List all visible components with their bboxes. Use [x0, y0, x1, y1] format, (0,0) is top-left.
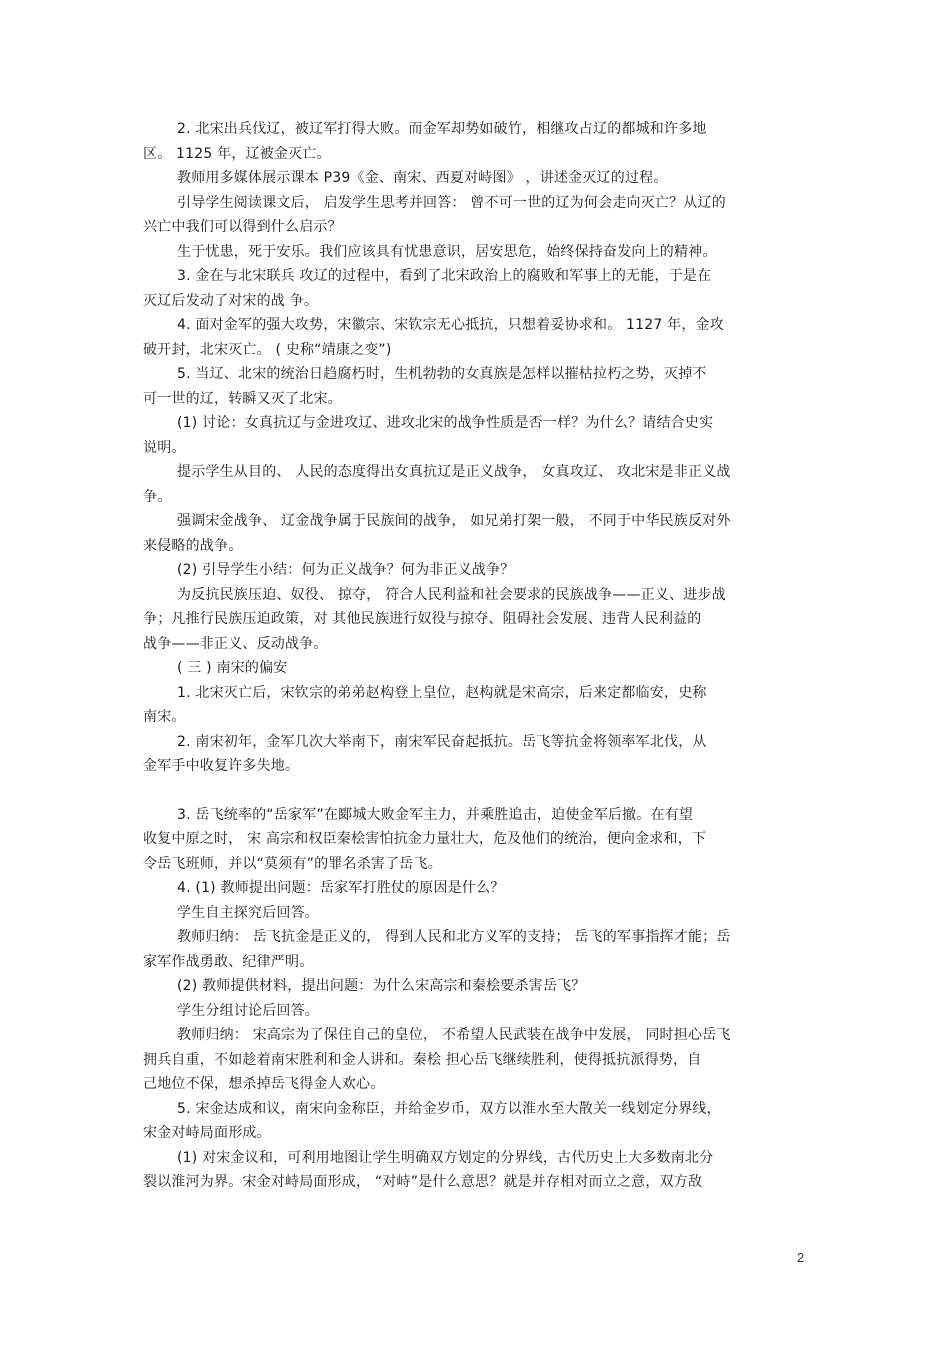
- text-line: 战争——非正义、反动战争。: [143, 635, 328, 652]
- text-line: 生于忧患，死于安乐。我们应该具有忧患意识，居安思危，始终保持奋发向上的精神。: [177, 243, 717, 260]
- blank-line: [143, 779, 803, 803]
- text-line: 裂以淮河为界。宋金对峙局面形成， “对峙”是什么意思？就是并存相对而立之意，双方敌: [143, 1174, 703, 1190]
- text-line: 3. 岳飞统率的“岳家军”在郾城大败金军主力，并乘胜追击，迫使金军后撤。在有望: [177, 806, 694, 823]
- text-line: 宋金对峙局面形成。: [143, 1125, 271, 1141]
- text-line: 引导学生阅读课文后， 启发学生思考并回答： 曾不可一世的辽为何会走向灭亡？从辽的: [177, 194, 726, 211]
- text-line: 4. (1) 教师提出问题：岳家军打胜仗的原因是什么？: [177, 880, 505, 896]
- text-line: 争。: [143, 488, 172, 505]
- text-line: 说明。: [143, 439, 186, 456]
- text-line: 提示学生从目的、 人民的态度得出女真抗辽是正义战争， 女真攻辽、 攻北宋是非正义战: [177, 464, 731, 480]
- text-line: (1) 讨论：女真抗辽与金进攻辽、进攻北宋的战争性质是否一样？为什么？请结合史实: [177, 415, 714, 431]
- text-line: 己地位不保，想杀掉岳飞得金人欢心。: [143, 1076, 385, 1092]
- text-line: 教师用多媒体展示课本 P39《金、南宋、西夏对峙图》 ，讲述金灭辽的过程。: [177, 170, 668, 186]
- text-line: 2. 北宋出兵伐辽，被辽军打得大败。而金军却势如破竹，相继攻占辽的都城和许多地: [177, 121, 707, 137]
- text-line: 4. 面对金军的强大攻势，宋徽宗、宋钦宗无心抵抗，只想着妥协求和。 1127 年，金攻: [177, 317, 724, 333]
- text-line: 令岳飞班师，并以“莫须有”的罪名杀害了岳飞。: [143, 855, 442, 872]
- text-line: 灭辽后发动了对宋的战 争。: [143, 292, 319, 309]
- text-line: 2. 南宋初年，金军几次大举南下，南宋军民奋起抵抗。岳飞等抗金将领率军北伐，从: [177, 733, 707, 750]
- text-line: 教师归纳： 宋高宗为了保住自己的皇位， 不希望人民武装在战争中发展， 同时担心岳飞: [177, 1027, 731, 1043]
- text-line: 收复中原之时， 宋 高宗和权臣秦桧害怕抗金力量壮大，危及他们的统治，便向金求和，下: [143, 831, 707, 847]
- text-line: 金军手中收复许多失地。: [143, 758, 300, 774]
- text-line: 学生分组讨论后回答。: [177, 1002, 319, 1019]
- text-line: 5. 当辽、北宋的统治日趋腐朽时，生机勃勃的女真族是怎样以摧枯拉朽之势，灭掉不: [177, 366, 707, 382]
- text-line: 争；凡推行民族压迫政策，对 其他民族进行奴役与掠夺、阻碍社会发展、违背人民利益的: [143, 611, 702, 627]
- text-line: 3. 金在与北宋联兵 攻辽的过程中，看到了北宋政治上的腐败和军事上的无能，于是在: [177, 268, 712, 284]
- text-line: ( 三 ) 南宋的偏安: [177, 660, 288, 676]
- document-body: [143, 117, 803, 1195]
- text-line: 教师归纳： 岳飞抗金是正义的， 得到人民和北方义军的支持； 岳飞的军事指挥才能；岳: [177, 929, 731, 945]
- text-line: 来侵略的战争。: [143, 537, 243, 554]
- text-line: 5. 宋金达成和议，南宋向金称臣，并给金岁币，双方以淮水至大散关一线划定分界线，: [177, 1100, 721, 1117]
- text-line: (2) 教师提供材料，提出问题：为什么宋高宗和秦桧要杀害岳飞？: [177, 978, 586, 994]
- text-line: (1) 对宋金议和，可利用地图让学生明确双方划定的分界线，古代历史上大多数南北分: [177, 1149, 714, 1166]
- page-number: 2: [797, 1250, 805, 1265]
- text-line: 兴亡中我们可以得到什么启示？: [143, 219, 342, 235]
- text-line: 南宋。: [143, 709, 186, 725]
- text-line: (2) 引导学生小结：何为正义战争？何为非正义战争？: [177, 562, 515, 578]
- text-line: 破开封，北宋灭亡。 ( 史称“靖康之变”): [143, 341, 392, 358]
- text-line: 区。 1125 年，辽被金灭亡。: [143, 145, 331, 162]
- text-line: 拥兵自重，不如趁着南宋胜利和金人讲和。秦桧 担心岳飞继续胜利，使得抵抗派得势，自: [143, 1051, 702, 1068]
- text-line: 1. 北宋灭亡后，宋钦宗的弟弟赵构登上皇位，赵构就是宋高宗，后来定都临安，史称: [177, 684, 707, 701]
- text-line: 可一世的辽，转瞬又灭了北宋。: [143, 390, 342, 407]
- text-line: 学生自主探究后回答。: [177, 904, 319, 921]
- text-line: 家军作战勇敢、纪律严明。: [143, 953, 314, 970]
- text-line: 强调宋金战争、 辽金战争属于民族间的战争， 如兄弟打架一般， 不同于中华民族反对外: [177, 513, 731, 529]
- text-line: 为反抗民族压迫、奴役、 掠夺， 符合人民利益和社会要求的民族战争——正义、进步战: [177, 586, 726, 603]
